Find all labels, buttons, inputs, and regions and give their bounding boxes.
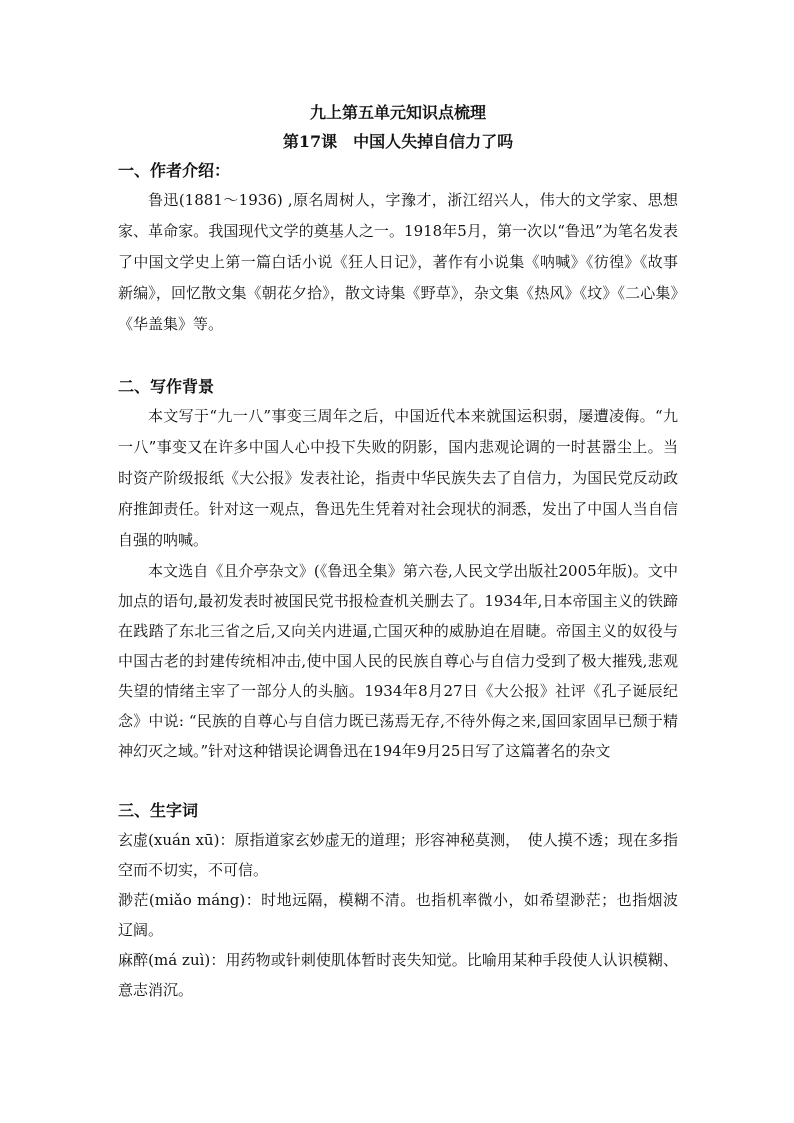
vocab-section (118, 796, 678, 1005)
vocab-item: 玄虚(xuán xū)：原指道家玄妙虚无的道理；形容神秘莫测， 使人摸不透；现在多指空而不切实，不可信。 (118, 831, 678, 879)
author-paragraph: 鲁迅(1881～1936) ,原名周树人，字豫才，浙江绍兴人，伟大的文学家、思想家、革命家。我国现代文学的奠基人之一。1918年5月，第一次以“鲁迅”为笔名发表了中国文学史上第一篇白话小说《狂人日记》，著作有小说集《呐喊》《彷徨》《故事新编》，回忆散文集《朝花夕拾》，散文诗集《野草》，杂文集《热风》《坟》《二心集》《华盖集》等。 (118, 191, 678, 333)
document-title: 九上第五单元知识点梳理 (309, 103, 486, 122)
author-heading: 一、作者介绍： (118, 161, 231, 180)
lesson-title: 第17课 中国人失掉自信力了吗 (282, 132, 514, 151)
background-paragraph-2: 本文选自《且介亭杂文》(《鲁迅全集》第六卷,人民文学出版社2005年版)。文中加点的语句,最初发表时被国民党书报检查机关删去了。1934年,日本帝国主义的铁蹄在践踏了东北三省之后,又向关内进逼,亡国灭种的威胁迫在眉睫。帝国主义的奴役与中国古老的封建传统相冲击,使中国人民的民族自尊心与自信力受到了极大摧残,悲观失望的情绪主宰了一部分人的头脑。1934年8月27日《大公报》社评《孔子诞辰纪念》中说: “民族的自尊心与自信力既已荡焉无存,不待外侮之来,国回家固早已颓于精神幻灭之域。”针对这种错误论调鲁迅在194年9月25日写了这篇著名的杂文 (118, 562, 678, 760)
vocab-item: 麻醉(má zuì)：用药物或针刺使肌体暂时丧失知觉。比喻用某种手段使人认识模糊、意志消沉。 (118, 951, 678, 999)
vocab-item: 渺茫(miǎo máng)：时地远隔，模糊不清。也指机率微小，如希望渺茫；也指烟波辽阔。 (118, 891, 678, 939)
document-page (118, 98, 678, 1005)
section-spacer (118, 766, 678, 796)
background-paragraph-1: 本文写于“九一八”事变三周年之后，中国近代本来就国运积弱，屡遭凌侮。“九一八”事变又在许多中国人心中投下失败的阴影，国内悲观论调的一时甚嚣尘上。当时资产阶级报纸《大公报》发表社论，指责中华民族失去了自信力，为国民党反动政府推卸责任。针对这一观点，鲁迅先生凭着对社会现状的洞悉，发出了中国人当自信自强的呐喊。 (118, 407, 678, 549)
background-section (118, 372, 678, 766)
vocab-heading: 三、生字词 (118, 801, 199, 820)
author-section (118, 156, 678, 340)
section-spacer (118, 340, 678, 372)
background-heading: 二、写作背景 (118, 377, 215, 396)
